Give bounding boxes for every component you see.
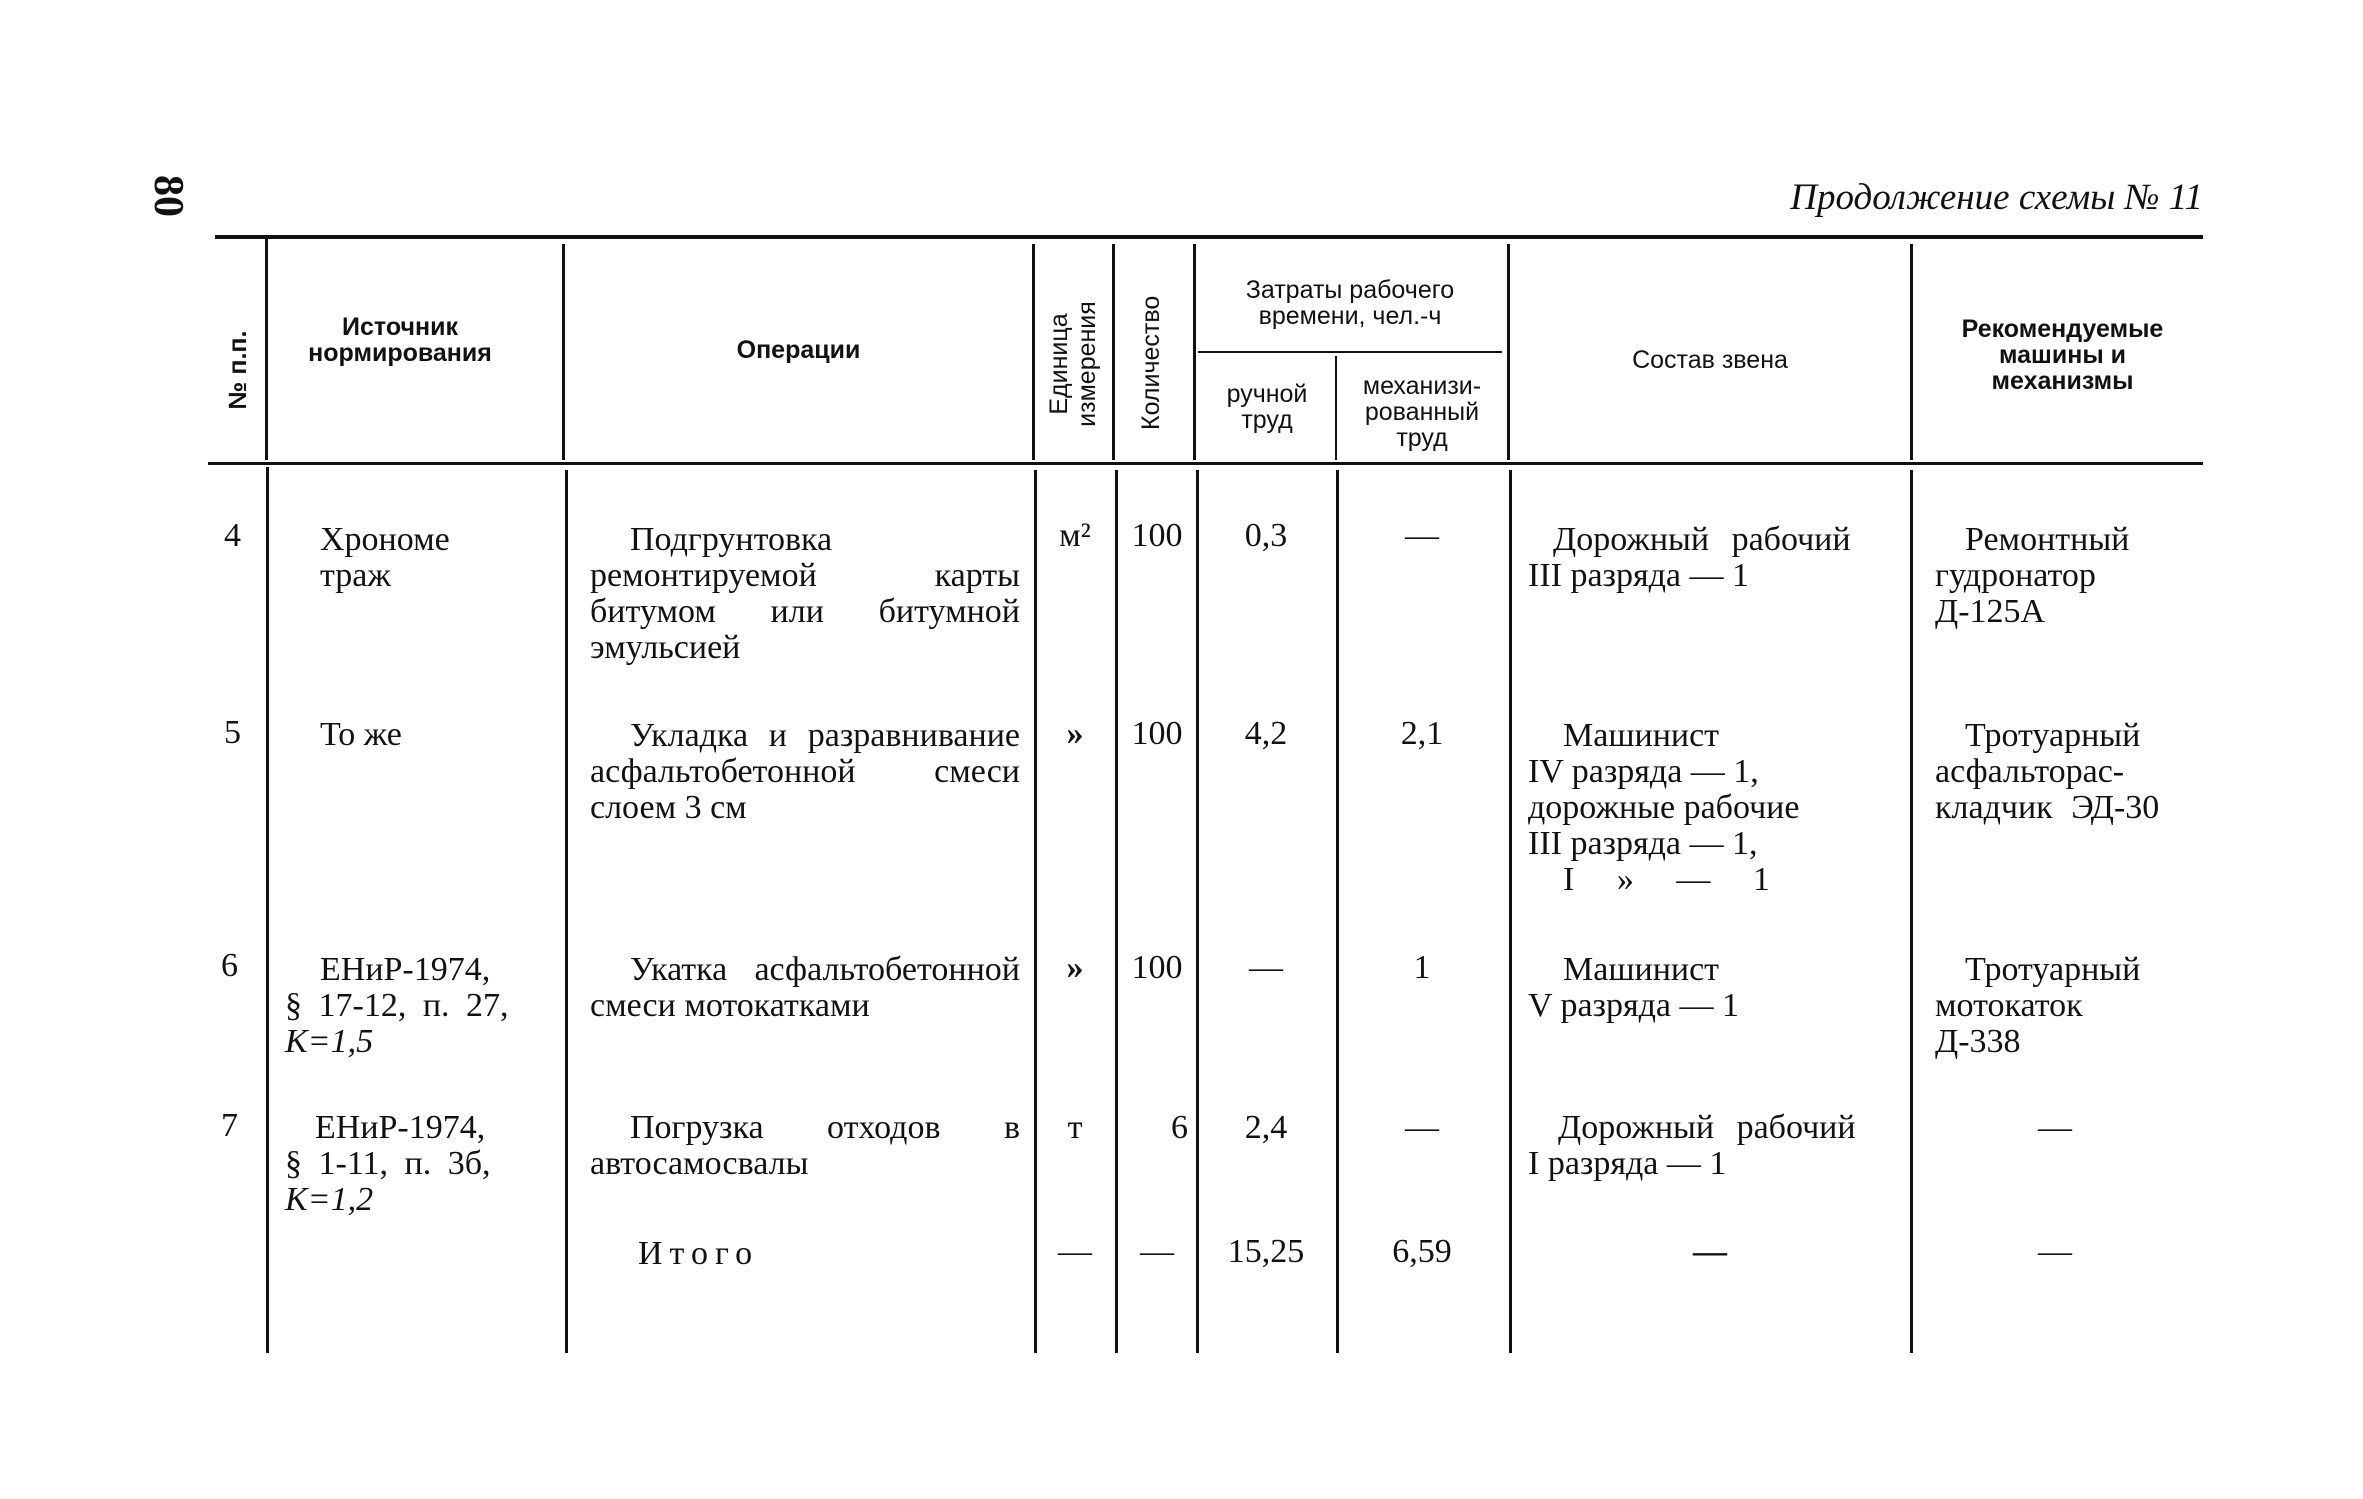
total-mechanized: 6,59: [1392, 1233, 1452, 1270]
header-manual: ручной труд: [1226, 379, 1308, 434]
row-6-crew-line-1: Машинист: [1563, 951, 1720, 988]
row-6-machines: [1935, 952, 2195, 1060]
row-7-quantity: 6: [1171, 1109, 1188, 1146]
row-5-mechanized: 2,1: [1400, 715, 1444, 752]
row-6-num: 6: [221, 947, 238, 984]
body-divider-2: [565, 470, 568, 1353]
row-7-mechanized: —: [1405, 1109, 1439, 1146]
col-divider-5: [1193, 244, 1196, 460]
row-6-machines-line-3: Д-338: [1935, 1023, 2021, 1060]
body-divider-6: [1336, 470, 1339, 1353]
row-5-crew-line-5: I » — 1: [1563, 861, 1770, 898]
row-7-source-line-3: K=1,2: [285, 1181, 374, 1218]
header-bottom-rule: [208, 462, 2203, 465]
row-6-machines-line-1: Тротуарный: [1965, 951, 2141, 988]
body-divider-7: [1509, 470, 1512, 1353]
row-4-quantity: 100: [1131, 517, 1183, 554]
row-5-crew-line-3: дорожные рабочие: [1528, 789, 1800, 826]
total-quantity: —: [1140, 1233, 1174, 1270]
body-divider-1: [266, 467, 269, 1353]
row-4-manual: 0,3: [1244, 517, 1288, 554]
header-source: Источник нормирования: [308, 312, 492, 367]
row-4-crew: [1528, 522, 1908, 594]
col-divider-7: [1507, 244, 1510, 460]
row-7-num: 7: [221, 1107, 238, 1144]
row-4-machines-line-1: Ремонтный: [1965, 521, 2130, 558]
col-divider-6: [1335, 356, 1337, 460]
header-unit: Единица измерения: [1045, 301, 1101, 427]
row-4-machines-line-3: Д-125А: [1935, 593, 2046, 630]
row-5-machines-line-3: кладчик ЭД-30: [1935, 789, 2160, 826]
continuation-title: Продолжение схемы № 11: [1790, 177, 2203, 218]
row-5-operation: Укладка и разравнивание асфальтобетонной смеси слоем 3 см: [590, 717, 1020, 826]
row-4-num: 4: [224, 517, 241, 554]
row-7-unit: т: [1067, 1109, 1083, 1146]
page-number: 80: [145, 175, 191, 217]
total-crew: —: [1693, 1233, 1727, 1270]
row-7-source-line-2: § 1-11, п. 3б,: [285, 1145, 491, 1182]
row-6-crew: [1528, 952, 1908, 1024]
row-5-crew: [1528, 718, 1908, 898]
row-4-unit: м²: [1059, 517, 1091, 554]
row-6-source-line-2: § 17-12, п. 27,: [285, 987, 509, 1024]
row-6-manual: —: [1249, 949, 1283, 986]
row-6-unit: »: [1066, 949, 1084, 986]
row-5-quantity: 100: [1131, 715, 1183, 752]
body-divider-4: [1115, 470, 1118, 1353]
row-5-machines: [1935, 718, 2195, 826]
row-7-operation: Погрузка отходов в автосамосвалы: [590, 1109, 1020, 1182]
total-machines: —: [2038, 1233, 2072, 1270]
header-operations: Операции: [736, 335, 861, 364]
row-4-mechanized: —: [1405, 517, 1439, 554]
row-5-machines-line-1: Тротуарный: [1965, 717, 2141, 754]
row-4-source-text: Хронометраж: [320, 521, 450, 594]
row-6-source-line-3: K=1,5: [285, 1023, 374, 1060]
total-label: Итого: [638, 1235, 760, 1272]
total-manual: 15,25: [1227, 1233, 1305, 1270]
header-labor-cost: Затраты рабочего времени, чел.-ч: [1245, 275, 1455, 330]
body-divider-3: [1034, 470, 1037, 1353]
row-5-unit: »: [1066, 715, 1084, 752]
row-5-num: 5: [224, 714, 241, 751]
labor-subheader-rule: [1198, 351, 1502, 353]
header-machines: Рекомендуемые машины и механизмы: [1961, 314, 2164, 396]
row-5-source: То же: [320, 716, 402, 753]
col-divider-8: [1910, 244, 1913, 460]
row-7-crew-line-2: I разряда — 1: [1528, 1145, 1727, 1182]
col-divider-3: [1032, 244, 1035, 460]
row-4-crew-line-2: III разряда — 1: [1528, 557, 1750, 594]
row-6-source: [285, 952, 555, 1060]
row-6-mechanized: 1: [1413, 949, 1431, 986]
row-4-operation: Подгрунтовка ремонтируемой карты битумом или битумной эмульсией: [590, 521, 1020, 666]
header-mechanized: механизи-рованный труд: [1362, 371, 1482, 453]
header-num: № п.п.: [224, 330, 252, 410]
row-5-crew-line-4: III разряда — 1,: [1528, 825, 1758, 862]
row-5-manual: 4,2: [1244, 715, 1288, 752]
row-6-crew-line-2: V разряда — 1: [1528, 987, 1739, 1024]
row-4-crew-line-1: Дорожный рабочий: [1553, 521, 1851, 558]
row-4-source: [285, 522, 485, 594]
row-6-source-line-1: ЕНиР-1974,: [320, 951, 491, 988]
row-5-machines-line-2: асфальторас-: [1935, 753, 2125, 790]
row-6-machines-line-2: мотокаток: [1935, 987, 2083, 1024]
row-7-source: [285, 1110, 555, 1218]
header-quantity: Количество: [1137, 295, 1165, 430]
row-7-crew-line-1: Дорожный рабочий: [1558, 1109, 1856, 1146]
body-divider-8: [1910, 470, 1913, 1353]
col-divider-1: [265, 238, 268, 460]
row-7-source-line-1: ЕНиР-1974,: [315, 1109, 486, 1146]
row-7-machines: —: [2038, 1109, 2072, 1146]
col-divider-4: [1112, 244, 1115, 460]
top-rule: [215, 235, 2203, 239]
row-7-crew: [1528, 1110, 1908, 1182]
row-5-crew-line-2: IV разряда — 1,: [1528, 753, 1759, 790]
row-6-operation: Укатка асфальтобетонной смеси мотокатками: [590, 951, 1020, 1024]
row-5-crew-line-1: Машинист: [1563, 717, 1720, 754]
header-crew: Состав звена: [1632, 345, 1788, 374]
row-7-manual: 2,4: [1244, 1109, 1288, 1146]
body-divider-5: [1196, 470, 1199, 1353]
row-6-quantity: 100: [1131, 949, 1183, 986]
row-4-machines: [1935, 522, 2195, 630]
total-unit: —: [1058, 1233, 1092, 1270]
row-4-machines-line-2: гудронатор: [1935, 557, 2096, 594]
